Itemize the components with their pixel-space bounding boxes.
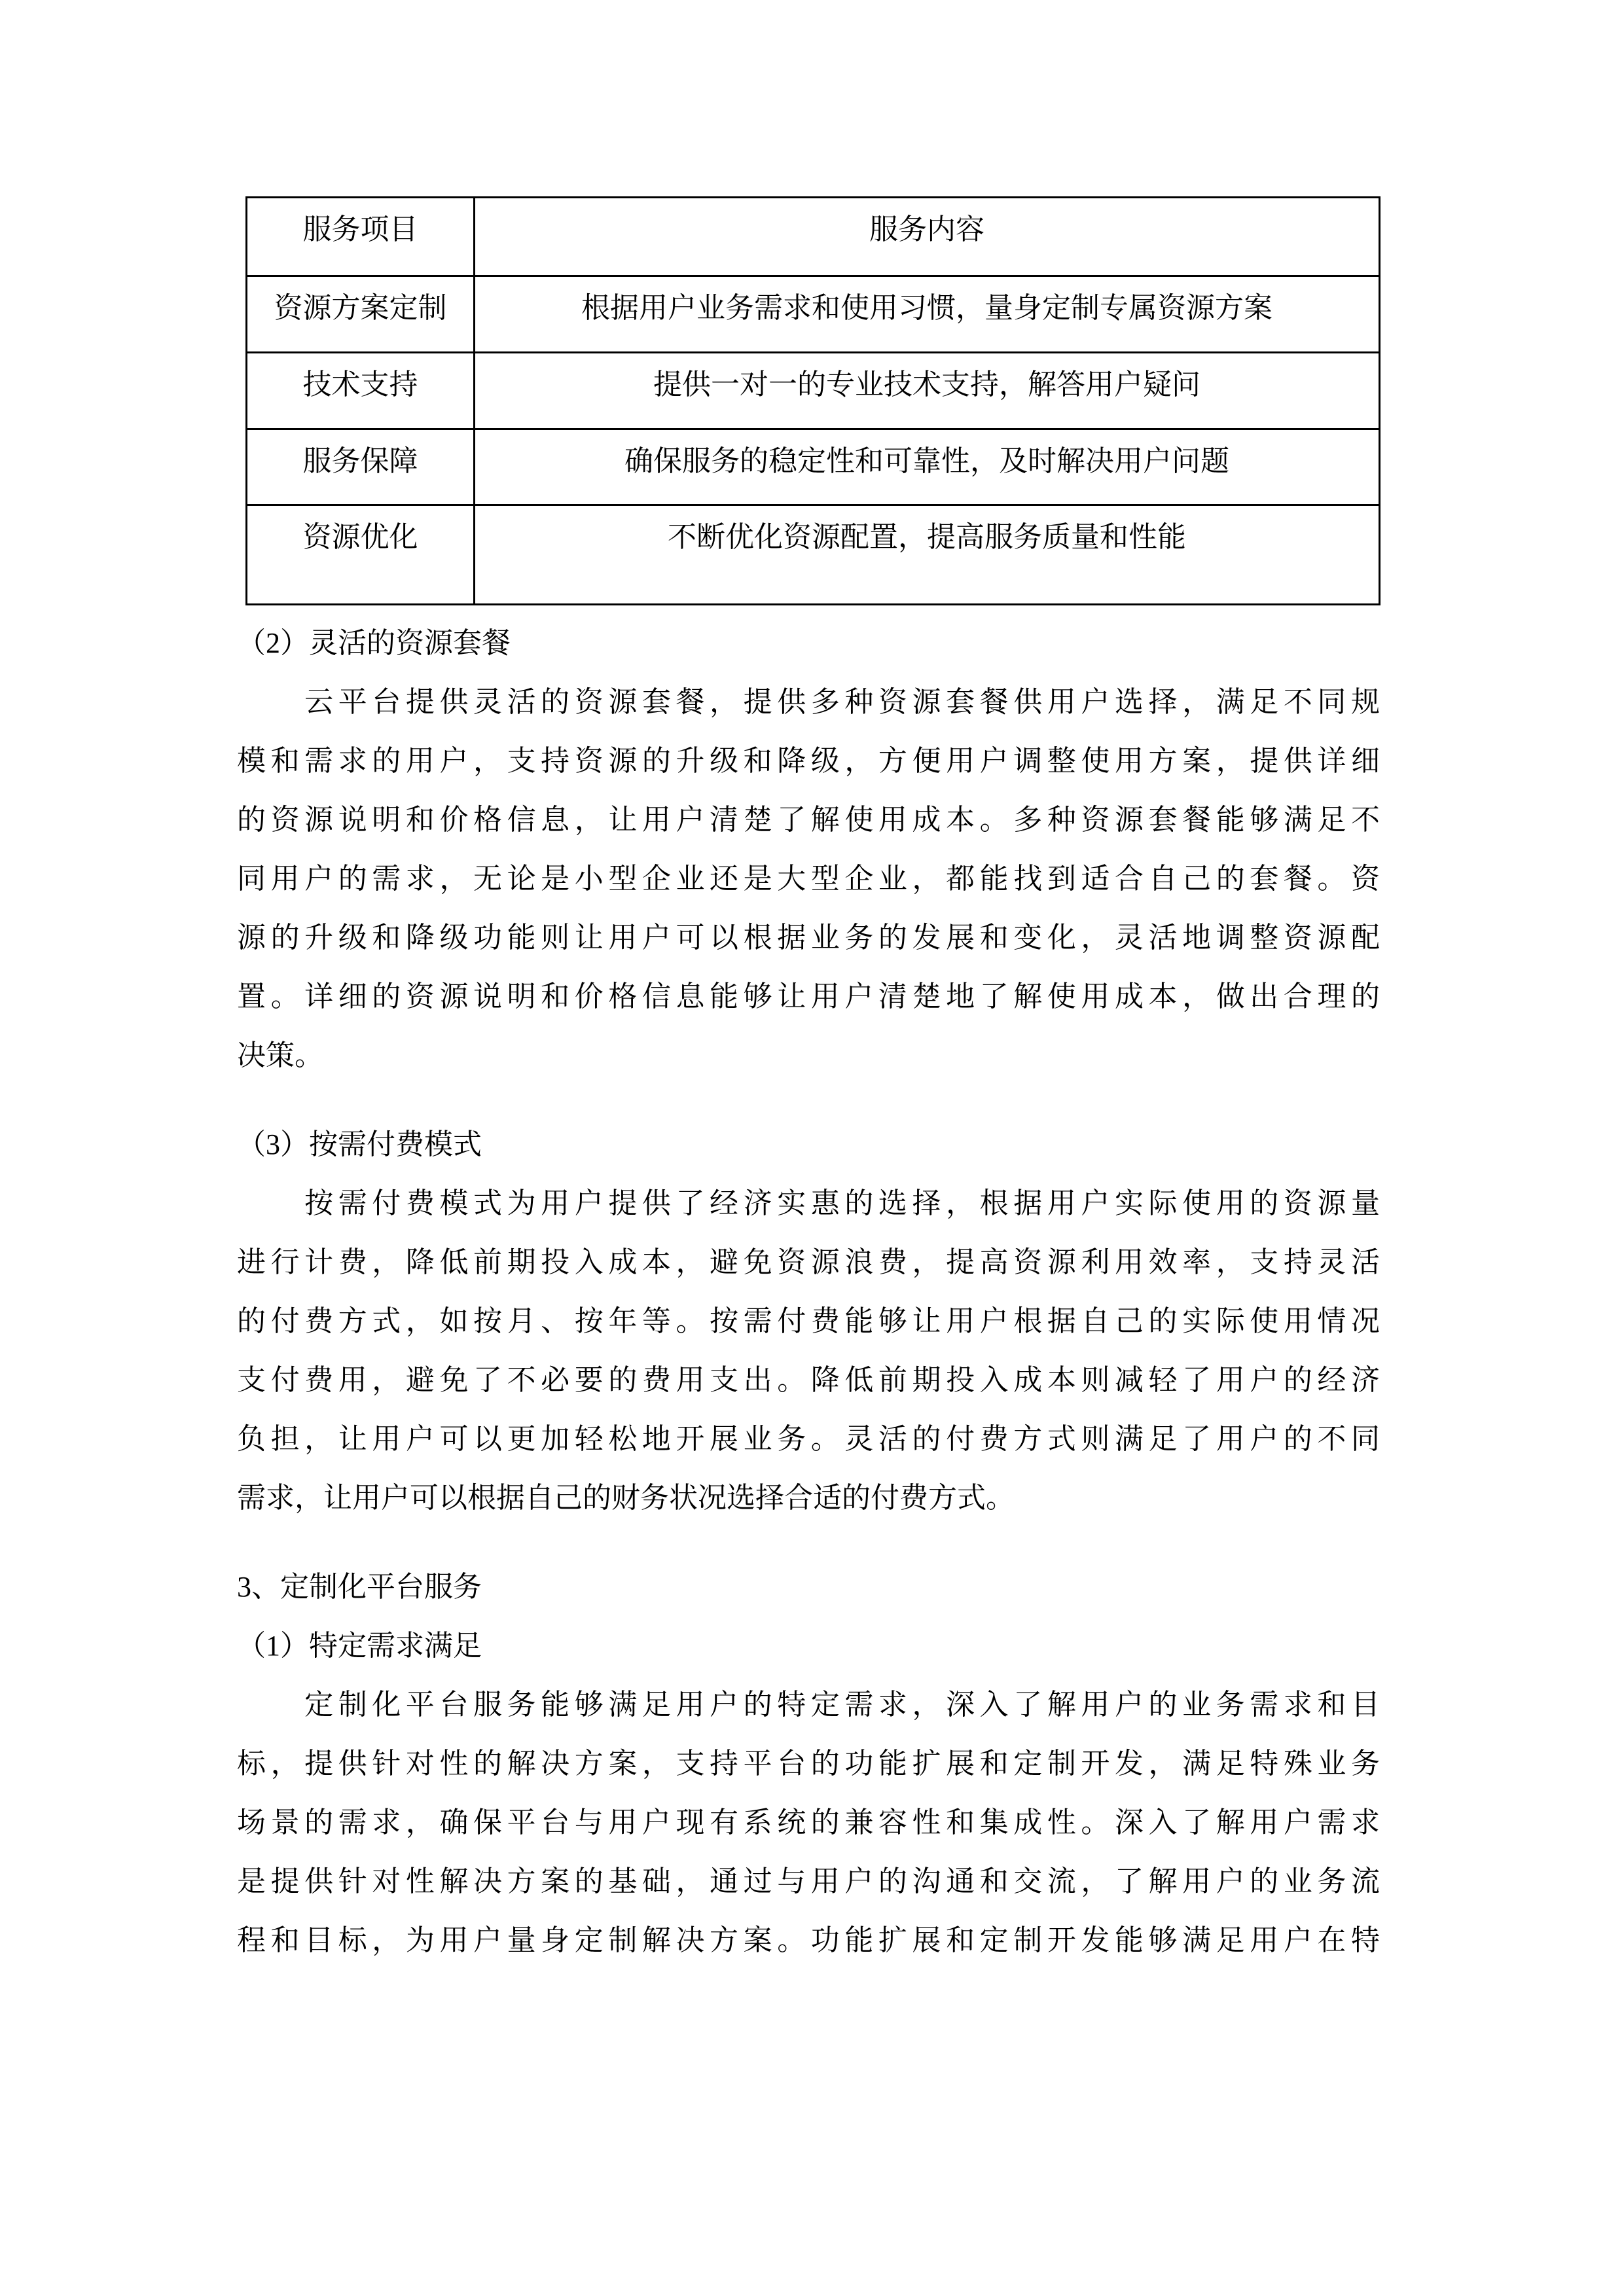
paragraph-line: 的资源说明和价格信息，让用户清楚了解使用成本。多种资源套餐能够满足不 <box>237 804 1380 836</box>
paragraph-line: 负担，让用户可以更加轻松地开展业务。灵活的付费方式则满足了用户的不同 <box>237 1423 1380 1455</box>
table-header-cell-content: 服务内容 <box>475 198 1380 276</box>
table-cell-content: 提供一对一的专业技术支持，解答用户疑问 <box>475 353 1380 429</box>
paragraph-line: 定制化平台服务能够满足用户的特定需求，深入了解用户的业务需求和目 <box>237 1689 1380 1721</box>
paragraph-spacer <box>237 1085 1380 1115</box>
section-heading-2: （2）灵活的资源套餐 <box>237 627 511 659</box>
table-row <box>247 276 1380 353</box>
table-cell-item: 资源优化 <box>247 505 475 605</box>
paragraph-line: 是提供针对性解决方案的基础，通过与用户的沟通和交流，了解用户的业务流 <box>237 1865 1380 1897</box>
document-body <box>237 614 1380 1970</box>
paragraph-line: 标，提供针对性的解决方案，支持平台的功能扩展和定制开发，满足特殊业务 <box>237 1748 1380 1780</box>
table-cell-item: 资源方案定制 <box>247 276 475 353</box>
paragraph-line: 支付费用，避免了不必要的费用支出。降低前期投入成本则减轻了用户的经济 <box>237 1364 1380 1396</box>
paragraph-line: 场景的需求，确保平台与用户现有系统的兼容性和集成性。深入了解用户需求 <box>237 1806 1380 1839</box>
service-items-table-wrapper <box>245 196 1379 605</box>
paragraph-line: 源的升级和降级功能则让用户可以根据业务的发展和变化，灵活地调整资源配 <box>237 922 1380 954</box>
paragraph-line: 置。详细的资源说明和价格信息能够让用户清楚地了解使用成本，做出合理的 <box>237 980 1380 1013</box>
table-cell-item: 服务保障 <box>247 429 475 505</box>
section-subheading-4-1: （1）特定需求满足 <box>237 1630 482 1662</box>
table-cell-content: 不断优化资源配置，提高服务质量和性能 <box>475 505 1380 605</box>
table-cell-item: 技术支持 <box>247 353 475 429</box>
paragraph-line: 模和需求的用户，支持资源的升级和降级，方便用户调整使用方案，提供详细 <box>237 745 1380 777</box>
paragraph-line: 同用户的需求，无论是小型企业还是大型企业，都能找到适合自己的套餐。资 <box>237 863 1380 895</box>
section-heading-4: 3、定制化平台服务 <box>237 1571 482 1603</box>
table-row <box>247 429 1380 505</box>
paragraph-line: 决策。 <box>237 1039 323 1071</box>
table-header-cell-item: 服务项目 <box>247 198 475 276</box>
table-header-row <box>247 198 1380 276</box>
paragraph-line: 进行计费，降低前期投入成本，避免资源浪费，提高资源利用效率，支持灵活 <box>237 1246 1380 1278</box>
paragraph-line: 按需付费模式为用户提供了经济实惠的选择，根据用户实际使用的资源量 <box>237 1187 1380 1219</box>
paragraph-spacer <box>237 1528 1380 1558</box>
table-row <box>247 353 1380 429</box>
table-row <box>247 505 1380 605</box>
service-items-table <box>245 196 1380 605</box>
table-cell-content: 确保服务的稳定性和可靠性，及时解决用户问题 <box>475 429 1380 505</box>
paragraph-line: 的付费方式，如按月、按年等。按需付费能够让用户根据自己的实际使用情况 <box>237 1305 1380 1337</box>
paragraph-line: 程和目标，为用户量身定制解决方案。功能扩展和定制开发能够满足用户在特 <box>237 1924 1380 1956</box>
paragraph-line: 云平台提供灵活的资源套餐，提供多种资源套餐供用户选择，满足不同规 <box>237 686 1380 718</box>
table-cell-content: 根据用户业务需求和使用习惯，量身定制专属资源方案 <box>475 276 1380 353</box>
section-heading-3: （3）按需付费模式 <box>237 1128 482 1160</box>
paragraph-line: 需求，让用户可以根据自己的财务状况选择合适的付费方式。 <box>237 1482 1015 1514</box>
